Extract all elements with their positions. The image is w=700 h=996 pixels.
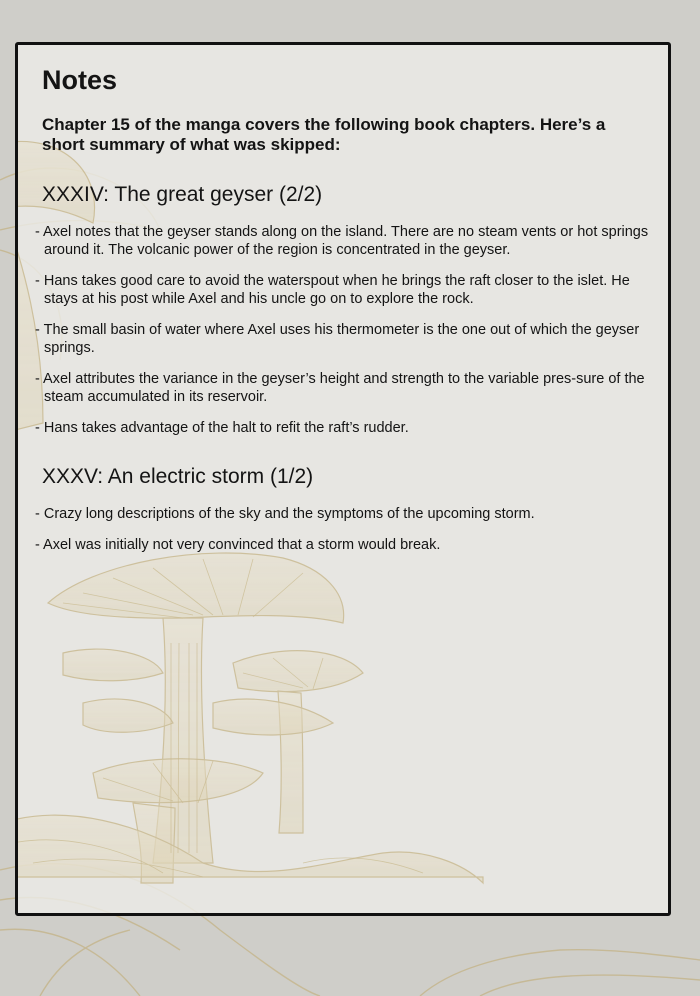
list-item: - Crazy long descriptions of the sky and the symptoms of the upcoming storm.: [35, 506, 535, 522]
list-item: - The small basin of water where Axel uses his thermometer is the one out of which the geyser springs.: [35, 322, 640, 356]
list-item: - Hans takes advantage of the halt to refit the raft’s rudder.: [35, 420, 409, 436]
list-item: - Axel attributes the variance in the geyser’s height and strength to the variable pres-sure of the steam accumulated in its reservoir.: [35, 371, 645, 405]
intro-text: Chapter 15 of the manga covers the following book chapters. Here’s a short summary of what was skipped:: [42, 115, 606, 154]
section-heading-xxxv: XXXV: An electric storm (1/2): [42, 465, 314, 488]
section-xxxv-bullets: [35, 505, 655, 554]
notes-panel: [15, 42, 671, 916]
section-xxxiv-bullets: [35, 223, 655, 437]
list-item: - Hans takes good care to avoid the waterspout when he brings the raft closer to the islet. He stays at his post while Axel and his uncle go on to explore the rock.: [35, 273, 630, 307]
section-heading-xxxiv: XXXIV: The great geyser (2/2): [42, 183, 323, 206]
list-item: - Axel was initially not very convinced that a storm would break.: [35, 537, 441, 553]
page-title: Notes: [42, 65, 118, 95]
list-item: - Axel notes that the geyser stands along on the island. There are no steam vents or hot springs around it. The volcanic power of the region is concentrated in the geyser.: [35, 224, 649, 258]
